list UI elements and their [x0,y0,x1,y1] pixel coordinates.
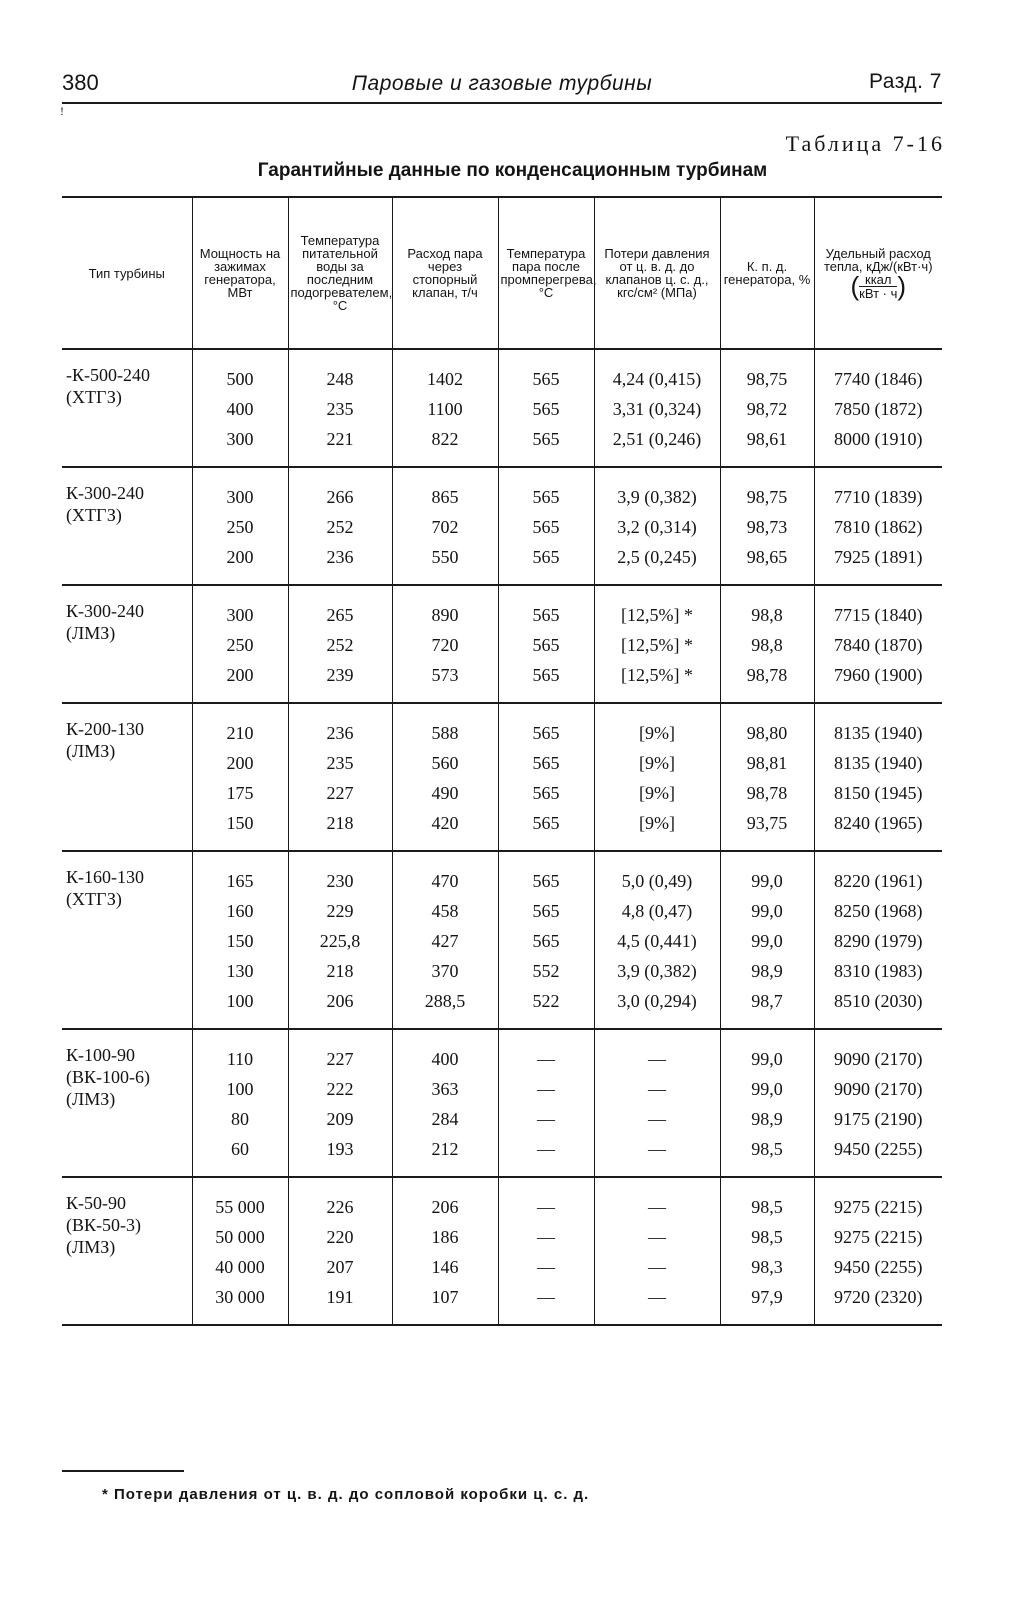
pressure-loss-cell [594,1029,720,1177]
cell-value: — [537,1227,555,1247]
power-cell [192,585,288,703]
cell-value: 50 000 [215,1227,265,1247]
cell-value: 99,0 [751,1049,783,1069]
cell-value: 150 [226,813,254,833]
cell-value: 565 [532,605,560,625]
cell-value: 30 000 [215,1287,265,1307]
header-rule [62,102,942,104]
cell-value: 427 [431,931,459,951]
cell-value: 9275 (2215) [834,1197,923,1217]
table-row [62,467,942,585]
steam-flow-cell [392,585,498,703]
turbine-type-cell [62,703,192,851]
cell-value: — [537,1139,555,1159]
pressure-loss-cell [594,467,720,585]
cell-value: 565 [532,783,560,803]
efficiency-cell [720,1029,814,1177]
cell-value: 8240 (1965) [834,813,923,833]
reheat-temp-cell [498,1029,594,1177]
cell-value: 200 [226,753,254,773]
feed-water-temp-cell [288,1177,392,1325]
cell-value: 9175 (2190) [834,1109,923,1129]
cell-value: 220 [326,1227,354,1247]
cell-value: 212 [431,1139,459,1159]
cell-value: 98,75 [746,487,788,507]
cell-value: 370 [431,961,459,981]
efficiency-cell [720,349,814,467]
power-cell [192,1029,288,1177]
cell-value: 9450 (2255) [834,1257,923,1277]
cell-value: — [537,1049,555,1069]
cell-value: 98,78 [746,665,788,685]
cell-value: 250 [226,635,254,655]
cell-value: 9090 (2170) [834,1049,923,1069]
steam-flow-cell [392,703,498,851]
cell-value: 218 [326,813,354,833]
cell-value: — [537,1109,555,1129]
turbine-type-line: (ХТГЗ) [66,387,122,407]
cell-value: 60 [231,1139,249,1159]
steam-flow-cell [392,1177,498,1325]
cell-value: 98,8 [751,635,783,655]
cell-value: 522 [532,991,560,1011]
col-header-reheat-temp: Температура пара после промперегрева, °С [498,197,594,349]
cell-value: [9%] [639,813,675,833]
efficiency-cell [720,467,814,585]
cell-value: 400 [226,399,254,419]
cell-value: 2,5 (0,245) [617,547,697,567]
feed-water-temp-cell [288,349,392,467]
cell-value: 565 [532,399,560,419]
cell-value: — [648,1227,666,1247]
cell-value: 565 [532,813,560,833]
heat-rate-cell [814,703,942,851]
cell-value: 235 [326,399,354,419]
cell-value: 1100 [427,399,463,419]
cell-value: [12,5%] * [621,605,693,625]
cell-value: 222 [326,1079,354,1099]
col-header-efficiency: К. п. д. генератора, % [720,197,814,349]
cell-value: 210 [226,723,254,743]
cell-value: 702 [431,517,459,537]
turbine-type-line: К-200-130 [66,719,144,739]
cell-value: 565 [532,753,560,773]
cell-value: 98,80 [746,723,788,743]
cell-value: 7840 (1870) [834,635,923,655]
col-header-power: Мощность на зажимах генератора, МВт [192,197,288,349]
cell-value: 130 [226,961,254,981]
cell-value: 865 [431,487,459,507]
table-body [62,349,942,1325]
cell-value: 8000 (1910) [834,429,923,449]
cell-value: 236 [326,547,354,567]
cell-value: 890 [431,605,459,625]
footnote: * Потери давления от ц. в. д. до сопловой коробки ц. с. д. [102,1486,590,1503]
cell-value: 363 [431,1079,459,1099]
running-head [62,70,942,100]
cell-value: 1402 [427,369,463,389]
col-header-steam-flow: Расход пара через стопорный клапан, т/ч [392,197,498,349]
cell-value: 206 [431,1197,459,1217]
cell-value: 55 000 [215,1197,265,1217]
heat-rate-cell [814,467,942,585]
cell-value: 8290 (1979) [834,931,923,951]
cell-value: 206 [326,991,354,1011]
cell-value: 98,7 [751,991,783,1011]
cell-value: 7960 (1900) [834,665,923,685]
cell-value: 98,5 [751,1139,783,1159]
cell-value: 822 [431,429,459,449]
cell-value: 565 [532,517,560,537]
cell-value: 8250 (1968) [834,901,923,921]
cell-value: 565 [532,931,560,951]
cell-value: 248 [326,369,354,389]
cell-value: 250 [226,517,254,537]
cell-value: 98,5 [751,1227,783,1247]
cell-value: [9%] [639,783,675,803]
cell-value: 500 [226,369,254,389]
turbine-type-line: (ВК-100-6) [66,1067,150,1087]
heat-rate-cell [814,349,942,467]
cell-value: 97,9 [751,1287,783,1307]
cell-value: 265 [326,605,354,625]
cell-value: 100 [226,991,254,1011]
cell-value: 98,73 [746,517,788,537]
cell-value: 107 [431,1287,459,1307]
cell-value: — [537,1079,555,1099]
turbine-type-line: (ЛМЗ) [66,623,116,643]
cell-value: 9450 (2255) [834,1139,923,1159]
cell-value: 98,8 [751,605,783,625]
cell-value: 98,65 [746,547,788,567]
cell-value: 7710 (1839) [834,487,923,507]
running-title: Паровые и газовые турбины [351,72,653,95]
cell-value: 200 [226,547,254,567]
table-number: Таблица 7-16 [785,131,945,156]
cell-value: 207 [326,1257,354,1277]
table-row [62,1029,942,1177]
cell-value: 191 [326,1287,354,1307]
turbine-type-line: (ХТГЗ) [66,505,122,525]
heat-rate-label: Удельный расход тепла, кДж/(кВт·ч) [823,245,933,274]
turbine-type-line: (ВК-50-3) [66,1215,141,1235]
cell-value: 218 [326,961,354,981]
cell-value: 560 [431,753,459,773]
cell-value: 99,0 [751,871,783,891]
cell-value: 186 [431,1227,459,1247]
cell-value: 99,0 [751,901,783,921]
cell-value: — [648,1257,666,1277]
cell-value: 165 [226,871,254,891]
turbine-type-cell [62,1029,192,1177]
heat-rate-cell [814,1029,942,1177]
cell-value: 4,5 (0,441) [617,931,697,951]
cell-value: 4,24 (0,415) [612,369,702,389]
steam-flow-cell [392,349,498,467]
cell-value: — [537,1287,555,1307]
table-row [62,703,942,851]
cell-value: 209 [326,1109,354,1129]
cell-value: 110 [226,1049,254,1069]
cell-value: 98,75 [746,369,788,389]
cell-value: — [537,1197,555,1217]
cell-value: 100 [226,1079,254,1099]
steam-flow-cell [392,1029,498,1177]
turbine-type-line: К-300-240 [66,601,144,621]
turbine-type-line: К-300-240 [66,483,144,503]
cell-value: 565 [532,429,560,449]
cell-value: 146 [431,1257,459,1277]
cell-value: 552 [532,961,560,981]
reheat-temp-cell [498,1177,594,1325]
cell-value: 300 [226,429,254,449]
footnote-rule [62,1470,184,1472]
cell-value: 3,9 (0,382) [617,487,697,507]
cell-value: 490 [431,783,459,803]
turbine-type-line: (ЛМЗ) [66,1089,116,1109]
cell-value: 98,9 [751,1109,783,1129]
cell-value: 7925 (1891) [834,547,923,567]
cell-value: 3,9 (0,382) [617,961,697,981]
cell-value: — [648,1109,666,1129]
cell-value: — [648,1287,666,1307]
cell-value: 420 [431,813,459,833]
turbine-type-line: К-160-130 [66,867,144,887]
efficiency-cell [720,851,814,1029]
pressure-loss-cell [594,1177,720,1325]
turbine-type-line: (ХТГЗ) [66,889,122,909]
cell-value: 8135 (1940) [834,723,923,743]
table-row [62,585,942,703]
cell-value: 98,9 [751,961,783,981]
cell-value: 200 [226,665,254,685]
cell-value: 99,0 [751,1079,783,1099]
cell-value: 400 [431,1049,459,1069]
feed-water-temp-cell [288,467,392,585]
cell-value: 252 [326,517,354,537]
cell-value: 40 000 [215,1257,265,1277]
turbine-type-cell [62,467,192,585]
cell-value: 193 [326,1139,354,1159]
table-row [62,349,942,467]
steam-flow-cell [392,467,498,585]
turbine-type-line: -К-500-240 [66,365,150,385]
cell-value: 230 [326,871,354,891]
cell-value: 239 [326,665,354,685]
cell-value: 266 [326,487,354,507]
power-cell [192,467,288,585]
col-header-pressure-loss: Потери давления от ц. в. д. до клапанов ц. с. д., кгс/см² (МПа) [594,197,720,349]
cell-value: 720 [431,635,459,655]
turbine-type-line: К-100-90 [66,1045,135,1065]
cell-value: 8135 (1940) [834,753,923,773]
feed-water-temp-cell [288,703,392,851]
cell-value: 7715 (1840) [834,605,923,625]
turbine-data-table [62,196,942,1326]
feed-water-temp-cell [288,585,392,703]
cell-value: 284 [431,1109,459,1129]
cell-value: 227 [326,783,354,803]
turbine-type-cell [62,585,192,703]
cell-value: 175 [226,783,254,803]
power-cell [192,349,288,467]
cell-value: 150 [226,931,254,951]
cell-value: 235 [326,753,354,773]
cell-value: 565 [532,901,560,921]
efficiency-cell [720,585,814,703]
cell-value: 9720 (2320) [834,1287,923,1307]
cell-value: 2,51 (0,246) [612,429,702,449]
cell-value: 9090 (2170) [834,1079,923,1099]
cell-value: — [648,1049,666,1069]
heat-rate-unit-denominator: кВт · ч [859,285,898,301]
cell-value: 9275 (2215) [834,1227,923,1247]
cell-value: 98,78 [746,783,788,803]
cell-value: 3,31 (0,324) [612,399,702,419]
heat-rate-unit-fraction [859,273,897,300]
turbine-type-line: К-50-90 [66,1193,126,1213]
cell-value: 7850 (1872) [834,399,923,419]
steam-flow-cell [392,851,498,1029]
reheat-temp-cell [498,349,594,467]
pressure-loss-cell [594,349,720,467]
cell-value: 225,8 [319,931,361,951]
cell-value: — [648,1139,666,1159]
cell-value: 470 [431,871,459,891]
cell-value: [9%] [639,723,675,743]
cell-value: [12,5%] * [621,635,693,655]
efficiency-cell [720,703,814,851]
cell-value: 80 [231,1109,249,1129]
cell-value: 229 [326,901,354,921]
cell-value: 98,5 [751,1197,783,1217]
cell-value: 565 [532,487,560,507]
cell-value: 3,2 (0,314) [617,517,697,537]
heat-rate-cell [814,851,942,1029]
cell-value: 550 [431,547,459,567]
margin-mark: ! [60,104,64,118]
cell-value: 93,75 [746,813,788,833]
cell-value: 98,81 [746,753,788,773]
cell-value: 4,8 (0,47) [621,901,693,921]
power-cell [192,851,288,1029]
turbine-type-cell [62,851,192,1029]
cell-value: 458 [431,901,459,921]
turbine-type-cell [62,349,192,467]
reheat-temp-cell [498,467,594,585]
cell-value: 236 [326,723,354,743]
cell-value: 98,72 [746,399,788,419]
turbine-type-cell [62,1177,192,1325]
cell-value: 8510 (2030) [834,991,923,1011]
cell-value: — [648,1079,666,1099]
cell-value: 227 [326,1049,354,1069]
reheat-temp-cell [498,585,594,703]
cell-value: [9%] [639,753,675,773]
cell-value: 98,61 [746,429,788,449]
pressure-loss-cell [594,851,720,1029]
cell-value: 252 [326,635,354,655]
feed-water-temp-cell [288,1029,392,1177]
turbine-type-line: (ЛМЗ) [66,1237,116,1257]
cell-value: 221 [326,429,354,449]
power-cell [192,703,288,851]
reheat-temp-cell [498,851,594,1029]
heat-rate-cell [814,585,942,703]
col-header-heat-rate: Удельный расход тепла, кДж/(кВт·ч) ( $\frac{\text{ккал}}{\text{кВт · ч}}$ ) [814,197,942,349]
cell-value: 565 [532,635,560,655]
col-header-feed-water-temp: Температура питательной воды за последним подогревателем, °С [288,197,392,349]
heat-rate-cell [814,1177,942,1325]
table-caption: Гарантийные данные по конденсационным турбинам [257,160,768,181]
cell-value: 7810 (1862) [834,517,923,537]
pressure-loss-cell [594,703,720,851]
cell-value: 588 [431,723,459,743]
cell-value: 573 [431,665,459,685]
cell-value: 300 [226,605,254,625]
table-header-row [62,197,942,349]
cell-value: 98,3 [751,1257,783,1277]
cell-value: 5,0 (0,49) [621,871,693,891]
reheat-temp-cell [498,703,594,851]
cell-value: 99,0 [751,931,783,951]
cell-value: 3,0 (0,294) [617,991,697,1011]
cell-value: — [648,1197,666,1217]
cell-value: 8310 (1983) [834,961,923,981]
cell-value: 300 [226,487,254,507]
cell-value: 565 [532,723,560,743]
cell-value: 226 [326,1197,354,1217]
cell-value: 565 [532,369,560,389]
cell-value: 8150 (1945) [834,783,923,803]
cell-value: 8220 (1961) [834,871,923,891]
page-number: 380 [62,70,99,95]
pressure-loss-cell [594,585,720,703]
feed-water-temp-cell [288,851,392,1029]
table-row [62,851,942,1029]
cell-value: 565 [532,665,560,685]
turbine-type-line: (ЛМЗ) [66,741,116,761]
cell-value: 565 [532,547,560,567]
heat-rate-unit-numerator: ккал [859,273,897,287]
cell-value: 565 [532,871,560,891]
cell-value: [12,5%] * [621,665,693,685]
table-row [62,1177,942,1325]
col-header-type: Тип турбины [62,197,192,349]
cell-value: — [537,1257,555,1277]
cell-value: 7740 (1846) [834,369,923,389]
cell-value: 288,5 [424,991,466,1011]
section-label: Разд. 7 [868,70,942,93]
power-cell [192,1177,288,1325]
efficiency-cell [720,1177,814,1325]
cell-value: 160 [226,901,254,921]
